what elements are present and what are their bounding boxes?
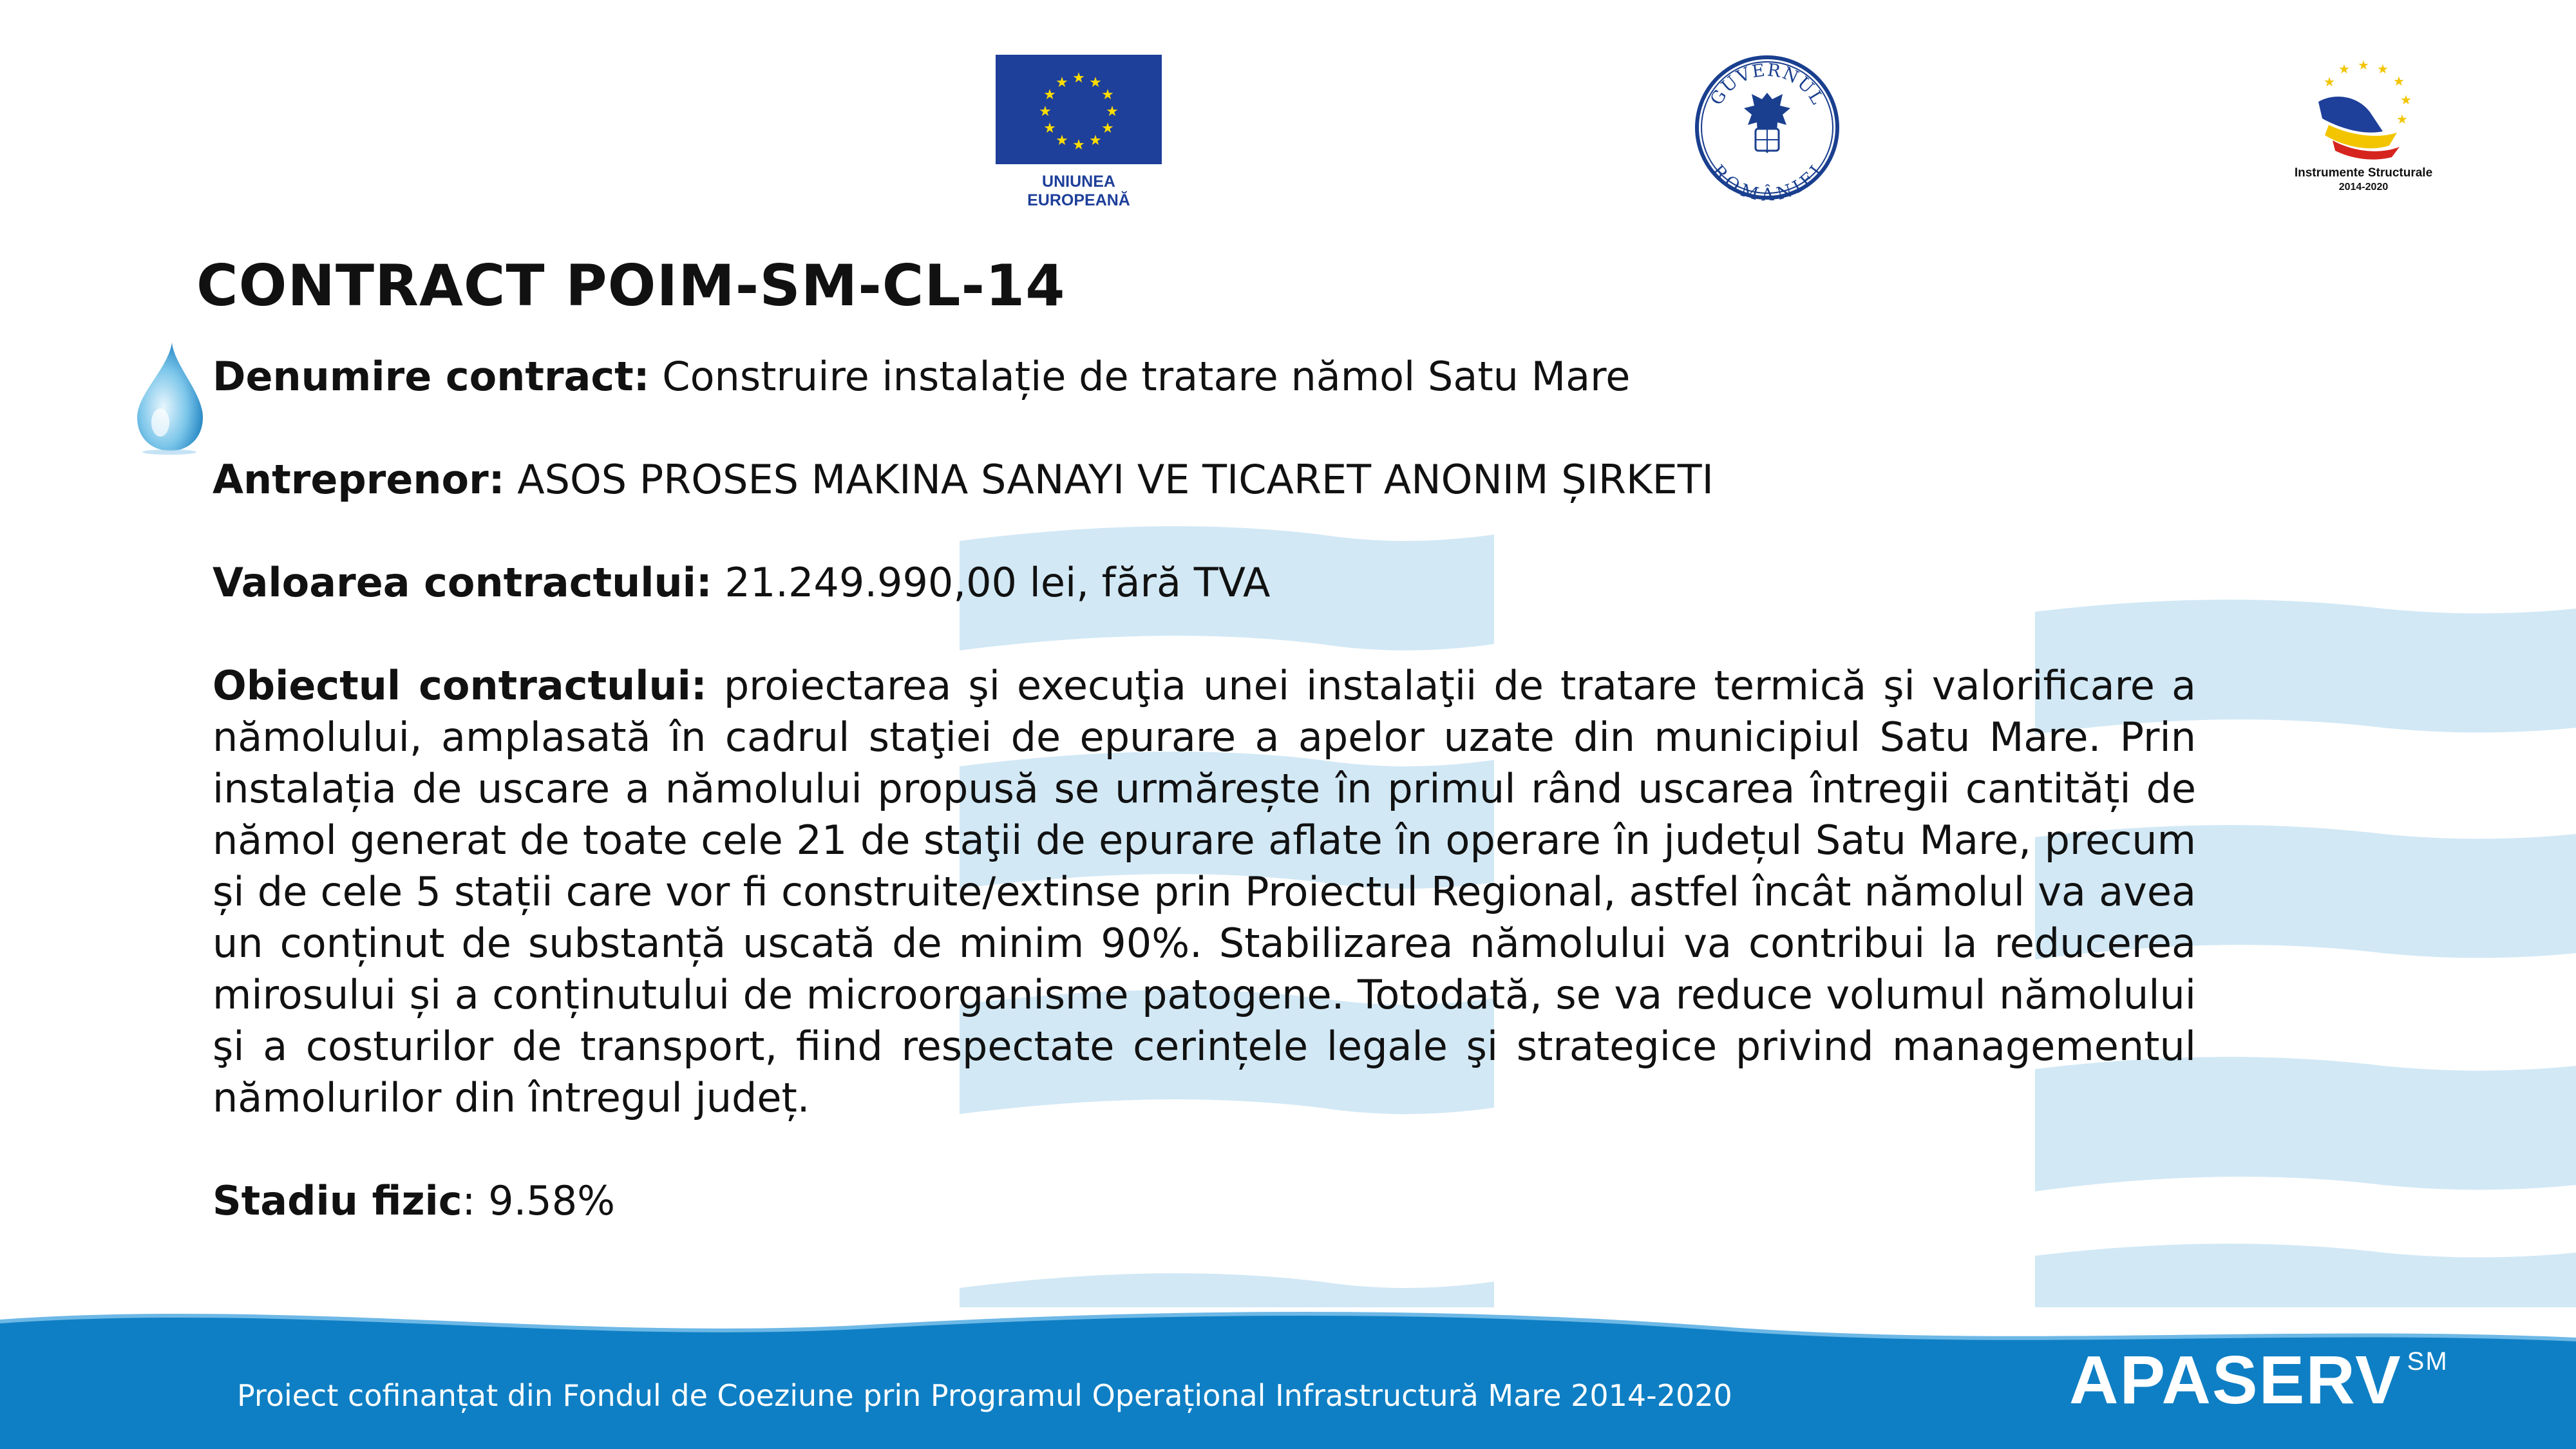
contract-details	[213, 351, 2196, 1227]
field-contract-value-value: 21.249.990,00 lei, fără TVA	[712, 559, 1271, 606]
svg-text:★: ★	[1089, 75, 1102, 91]
footer-cofinancing-text: Proiect cofinanțat din Fondul de Coeziune prin Programul Operațional Infrastructură Mare 2014-2020	[237, 1378, 1732, 1413]
apaserv-brand-sup: SM	[2407, 1347, 2448, 1376]
svg-text:★: ★	[1106, 104, 1119, 120]
svg-text:★: ★	[1056, 75, 1068, 91]
svg-text:★: ★	[1039, 104, 1052, 120]
svg-text:ROMÂNIEI: ROMÂNIEI	[1707, 161, 1828, 202]
svg-text:★: ★	[2396, 111, 2408, 127]
apaserv-brand-text: APASERV	[2069, 1342, 2402, 1418]
svg-text:★: ★	[2377, 61, 2389, 77]
field-contract-name	[213, 351, 2196, 402]
field-contractor	[213, 454, 2196, 506]
svg-text:★: ★	[1043, 120, 1056, 137]
svg-text:★: ★	[2400, 92, 2412, 108]
svg-text:★: ★	[1072, 137, 1085, 153]
svg-text:★: ★	[1101, 87, 1114, 103]
field-contract-value-label: Valoarea contractului:	[213, 559, 712, 606]
field-contractor-value: ASOS PROSES MAKINA SANAYI VE TICARET ANONIM ȘIRKETI	[504, 456, 1714, 503]
instrumente-structurale-label	[2280, 166, 2447, 193]
eu-stars-icon	[996, 55, 1162, 164]
svg-text:★: ★	[1089, 133, 1102, 149]
field-contract-object	[213, 660, 2196, 1124]
svg-text:GUVERNUL: GUVERNUL	[1706, 60, 1828, 109]
field-physical-progress	[213, 1175, 2196, 1227]
is-label-line2: 2014-2020	[2338, 182, 2389, 193]
field-physical-progress-label: Stadiu fizic	[213, 1177, 462, 1224]
field-contract-name-value: Construire instalație de tratare nămol Satu Mare	[649, 353, 1631, 400]
instrumente-structurale-logo	[2280, 50, 2447, 205]
svg-text:★: ★	[1056, 133, 1068, 149]
svg-text:★: ★	[1043, 87, 1056, 103]
field-contract-name-label: Denumire contract:	[213, 353, 650, 400]
romanian-government-logo	[1692, 53, 1842, 202]
is-label-line1: Instrumente Structurale	[2294, 166, 2433, 180]
svg-text:★: ★	[2324, 74, 2335, 90]
svg-text:★: ★	[1101, 120, 1114, 137]
field-contract-object-label: Obiectul contractului:	[213, 662, 707, 709]
page-title: CONTRACT POIM-SM-CL-14	[196, 252, 1066, 319]
field-contract-value	[213, 557, 2196, 609]
svg-text:★: ★	[2358, 57, 2369, 73]
eu-logo	[992, 55, 1166, 209]
field-contractor-label: Antreprenor:	[213, 456, 505, 503]
svg-text:★: ★	[2338, 61, 2350, 77]
field-contract-object-value: proiectarea şi execuţia unei instalaţii de tratare termică şi valorificare a nămolului, amplasată în cadrul staţiei de epurare a apelor uzate din municipiul Satu Mare. Prin instalația de uscare a nămolului propusă se urmărește în primul rând uscarea întregii cantități de nămol generat de toate cele 21 de staţii de epurare aflate în operare în județul Satu Mare, precum și de cele 5 stații care vor fi construite/extinse prin Proiectul Regional, astfel încât nămolul va avea un conținut de substanță uscată de minim 90%. Stabilizarea nămolului va contribui la reducerea mirosului și a conținutului de microorganisme patogene. Totodată, se va reduce volumul nămolului şi a costurilor de transport, fiind respectate cerințele legale şi strategice privind managementul nămolurilor din întregul județ.	[213, 662, 2196, 1121]
government-seal-icon	[1692, 53, 1842, 202]
eu-label: UNIUNEA EUROPEANĂ	[1027, 173, 1130, 209]
eu-flag	[996, 55, 1162, 164]
water-drop-icon	[132, 340, 208, 455]
structural-instruments-emblem-icon	[2280, 50, 2447, 166]
svg-text:★: ★	[1072, 70, 1085, 86]
field-physical-progress-value: : 9.58%	[462, 1177, 616, 1224]
apaserv-logo	[2069, 1342, 2448, 1418]
svg-text:★: ★	[2393, 73, 2405, 89]
